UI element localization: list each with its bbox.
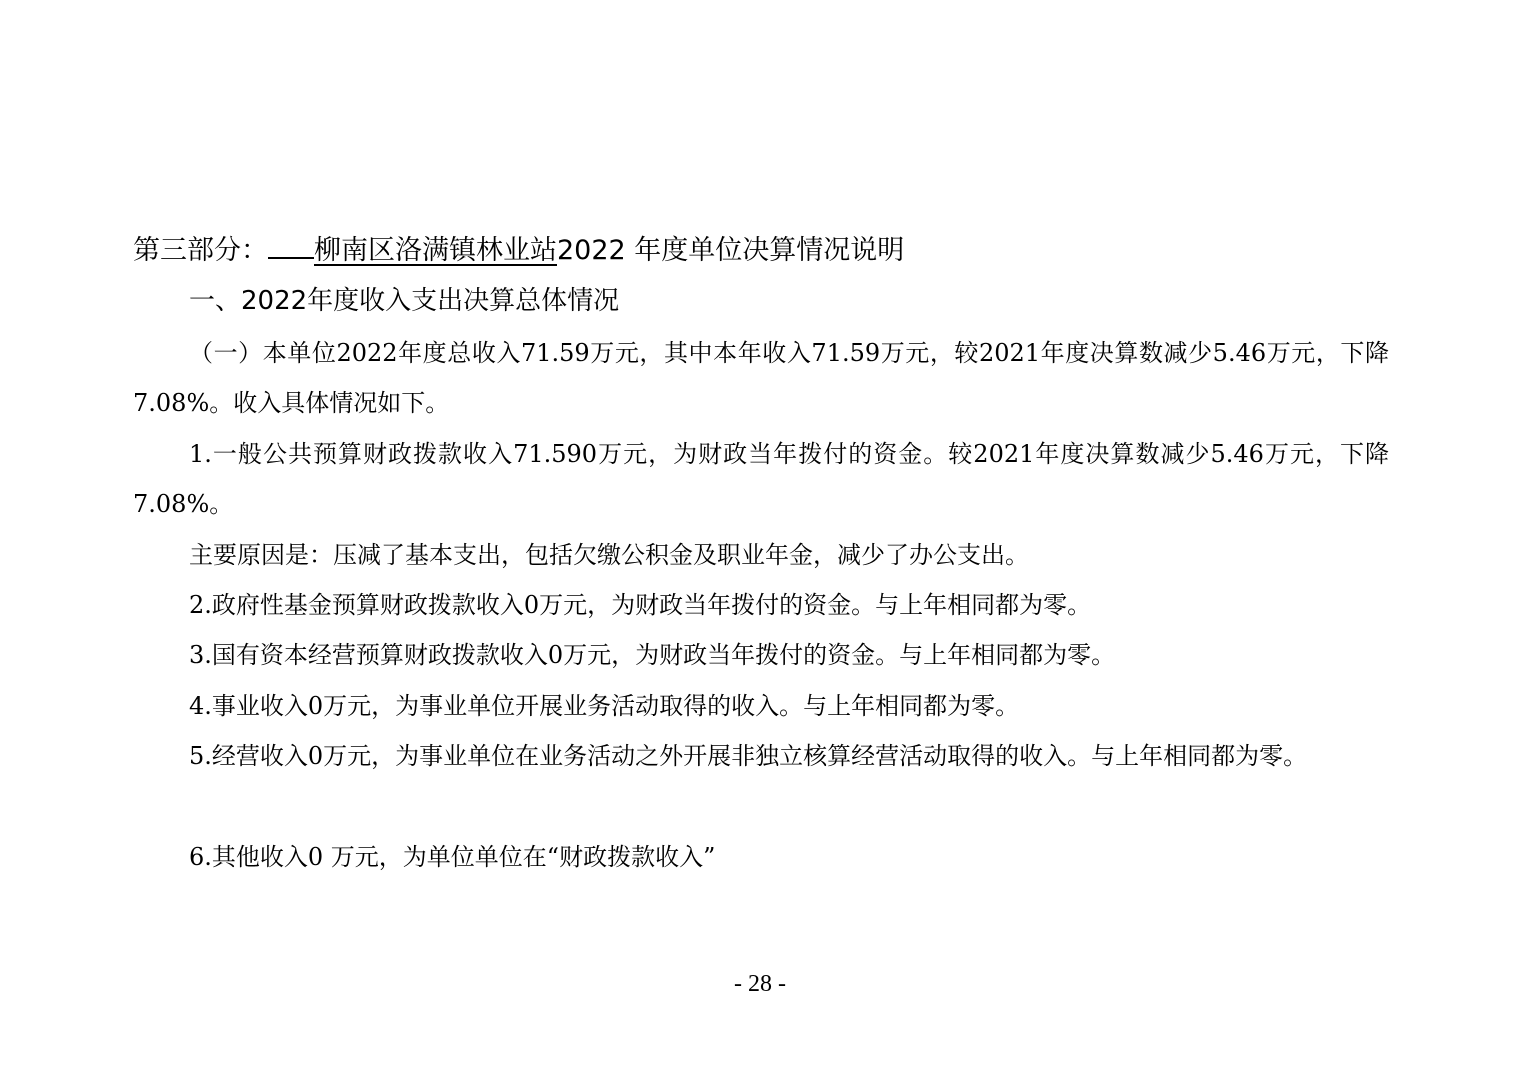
section-title <box>133 230 904 271</box>
unit-name: 柳南区洛满镇林业站 <box>314 235 557 266</box>
paragraph-business-income: 4.事业收入0万元，为事业单位开展业务活动取得的收入。与上年相同都为零。 <box>189 692 1020 720</box>
paragraph-government-fund-income: 2.政府性基金预算财政拨款收入0万元，为财政当年拨付的资金。与上年相同都为零。 <box>189 591 1092 619</box>
paragraph-total-income: （一）本单位2022年度总收入71.59万元，其中本年收入71.59万元，较2021年度决算数减少5.46万元，下降7.08%。收入具体情况如下。 <box>133 339 1389 417</box>
heading-overall-situation: 一、2022年度收入支出决算总体情况 <box>189 286 620 316</box>
paragraph-main-reason: 主要原因是：压减了基本支出，包括欠缴公积金及职业年金，减少了办公支出。 <box>189 541 1029 569</box>
page-number: - 28 - <box>734 971 786 997</box>
section-title-suffix: 2022 年度单位决算情况说明 <box>557 235 905 266</box>
paragraph-state-capital-income: 3.国有资本经营预算财政拨款收入0万元，为财政当年拨付的资金。与上年相同都为零。 <box>189 641 1116 669</box>
title-blank-underline <box>268 230 314 259</box>
section-title-prefix: 第三部分： <box>133 235 268 266</box>
paragraph-other-income: 6.其他收入0 万元，为单位单位在“财政拨款收入” <box>189 843 716 871</box>
paragraph-operating-income: 5.经营收入0万元，为事业单位在业务活动之外开展非独立核算经营活动取得的收入。与上年相同都为零。 <box>189 742 1308 770</box>
paragraph-general-budget-income: 1.一般公共预算财政拨款收入71.590万元，为财政当年拨付的资金。较2021年度决算数减少5.46万元，下降7.08%。 <box>133 440 1389 518</box>
